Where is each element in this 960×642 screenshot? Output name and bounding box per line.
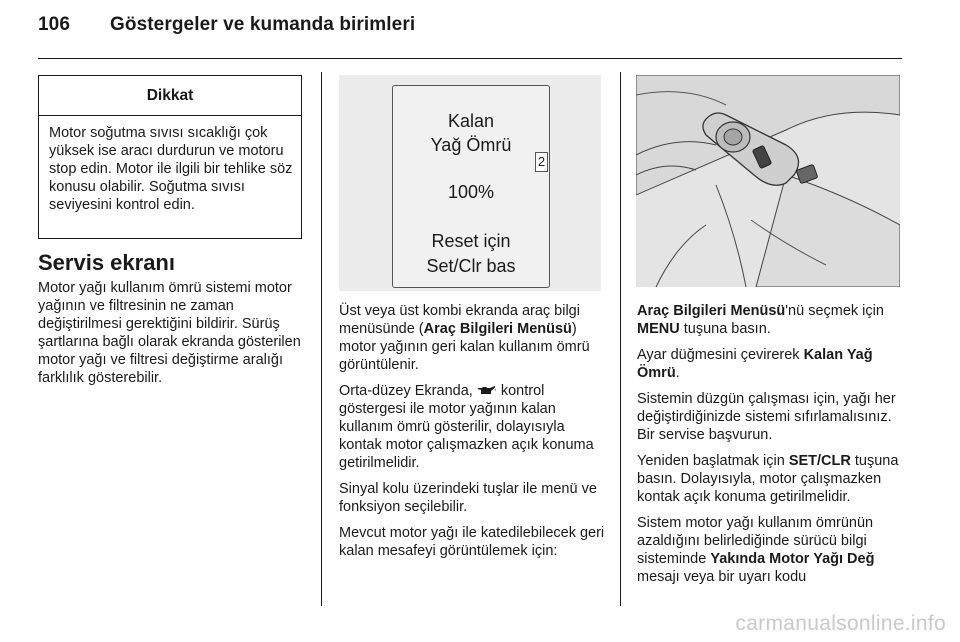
lever-illustration: [636, 75, 900, 287]
display-line-reset: Reset için: [431, 231, 511, 251]
right-paragraph-1: Araç Bilgileri Menüsü'nü seçmek için MENU tuşuna basın.: [637, 303, 884, 337]
menu-name-bold: Araç Bilgileri Menüsü: [423, 321, 572, 337]
page-header: [38, 14, 415, 36]
oil-can-icon: [477, 385, 497, 396]
watermark: carmanualsonline.info: [735, 612, 946, 635]
right-text: [637, 302, 903, 594]
display-line-set-clr: Set/Clr bas: [426, 256, 516, 276]
middle-paragraph-4: Mevcut motor yağı ile katedilebilecek geri kalan mesafeyi görüntülemek için:: [339, 525, 605, 559]
section-title: Servis ekranı: [38, 250, 175, 275]
display-line-oil-life: Yağ Ömrü: [430, 135, 512, 155]
right-paragraph-4: Yeniden başlatmak için SET/CLR tuşuna basın. Dolayısıyla, motor çalışmazken kontak açık konuma getirilmelidir.: [637, 453, 899, 505]
caution-title: Dikkat: [39, 76, 301, 116]
oil-life-display-figure: [339, 75, 601, 291]
right-paragraph-5: Sistem motor yağı kullanım ömrünün azaldığını belirlediğinde sürücü bilgi sisteminde Yakında Motor Yağı Değ mesajı veya bir uyarı kodu: [637, 515, 875, 585]
caution-text: Motor soğutma sıvısı sıcaklığı çok yüksek ise aracı durdurun ve motoru stop edin. Motor ile ilgili bir tehlike söz konusu olabilir. Soğutma sıvısı seviyesini kontrol edin.: [49, 125, 293, 213]
page-number: 106: [38, 14, 71, 35]
middle-text: [339, 302, 605, 568]
caution-box: [38, 75, 302, 239]
middle-paragraph-2: Orta-düzey Ekranda, kontrol göstergesi ile motor yağının kalan kullanım ömrü gösterilir, dolayısıyla kontak motor çalışmazken açık konuma getirilmelidir.: [339, 383, 594, 471]
figure-number: 2: [535, 152, 548, 172]
display-oil-percent: 100%: [447, 182, 495, 202]
right-paragraph-3: Sistemin düzgün çalışması için, yağı her değiştirdiğinizde sistemi sıfırlamalısınız. Bir servise başvurun.: [637, 391, 896, 443]
column-divider-1: [321, 72, 322, 606]
header-divider: [38, 58, 902, 59]
display-line-remaining: Kalan: [447, 111, 495, 131]
middle-paragraph-3: Sinyal kolu üzerindeki tuşlar ile menü ve fonksiyon seçilebilir.: [339, 481, 597, 515]
middle-paragraph-1: Üst veya üst kombi ekranda araç bilgi menüsünde (Araç Bilgileri Menüsü) motor yağının geri kalan kullanım ömrü görüntülenir.: [339, 303, 590, 373]
instrument-display: [392, 85, 550, 288]
section-paragraph: Motor yağı kullanım ömrü sistemi motor yağının ve filtresinin ne zaman değiştirilmesi gerektiğini bildirir. Sürüş şartlarına bağlı olarak ekranda gösterilen motor yağı ve filtresi değiştirme aralığı farklılık gösterebilir.: [38, 280, 301, 386]
column-divider-2: [620, 72, 621, 606]
right-paragraph-2: Ayar düğmesini çevirerek Kalan Yağ Ömrü.: [637, 347, 873, 381]
chapter-title: Göstergeler ve kumanda birimleri: [110, 14, 416, 35]
turn-signal-lever-figure: [636, 75, 900, 287]
